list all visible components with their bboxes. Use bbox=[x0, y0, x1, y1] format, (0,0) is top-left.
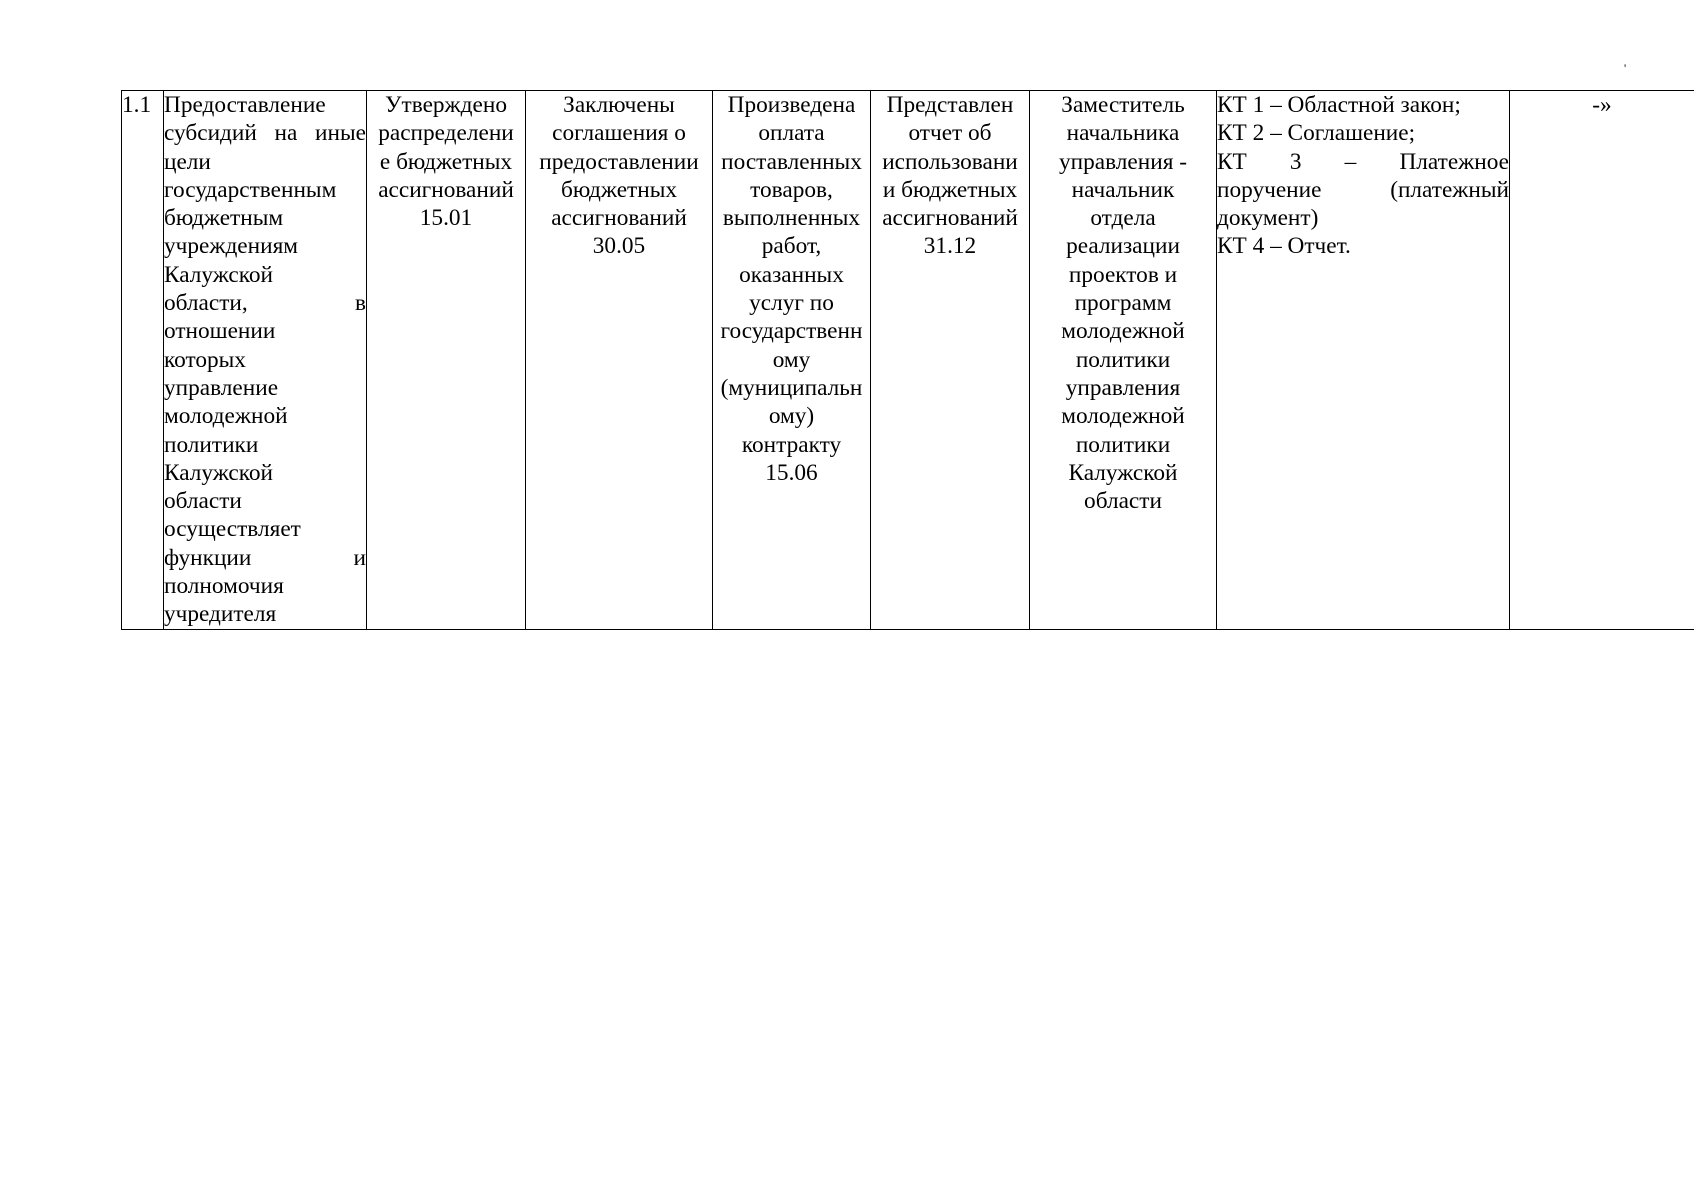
checkpoint-line: оказанных bbox=[739, 261, 844, 288]
event-line: учреждениям bbox=[164, 233, 299, 260]
event-line: Предоставление bbox=[164, 92, 326, 118]
event-text bbox=[164, 91, 366, 629]
event-line: учредителя bbox=[164, 601, 277, 628]
table-row bbox=[122, 91, 1695, 630]
responsible-text bbox=[1030, 91, 1216, 515]
responsible-line: молодежной bbox=[1061, 403, 1185, 430]
control-point-line: поручение (платежный bbox=[1217, 176, 1509, 203]
checkpoint-4-cell bbox=[871, 91, 1030, 630]
checkpoint-line: поставленных bbox=[721, 148, 862, 175]
responsible-line: реализации bbox=[1066, 233, 1180, 260]
checkpoint-line: бюджетных bbox=[560, 176, 677, 203]
event-cell bbox=[164, 91, 367, 630]
responsible-line: программ bbox=[1074, 290, 1172, 317]
checkpoint-4-text bbox=[871, 91, 1029, 261]
checkpoint-1-cell bbox=[367, 91, 526, 630]
row-number: 1.1 bbox=[122, 92, 152, 118]
last-cell bbox=[1510, 91, 1695, 630]
checkpoint-line: ассигнований bbox=[551, 205, 687, 232]
checkpoint-line: государственн bbox=[720, 318, 863, 345]
checkpoint-line: (муниципальн bbox=[720, 374, 863, 401]
event-line: политики bbox=[164, 431, 259, 458]
checkpoint-line: Заключены bbox=[563, 92, 675, 118]
checkpoint-line: ассигнований bbox=[882, 205, 1018, 232]
control-point-line: КТ 1 – Областной закон; bbox=[1217, 92, 1461, 118]
checkpoint-3-cell bbox=[713, 91, 871, 630]
checkpoint-2-cell bbox=[526, 91, 713, 630]
responsible-line: отдела bbox=[1090, 205, 1156, 232]
responsible-line: начальник bbox=[1071, 176, 1175, 203]
checkpoint-line: ассигнований bbox=[378, 176, 514, 203]
checkpoint-line: Произведена bbox=[727, 92, 856, 118]
responsible-line: политики bbox=[1075, 346, 1171, 373]
event-line: отношении bbox=[164, 318, 276, 345]
checkpoint-date: 31.12 bbox=[923, 233, 977, 260]
checkpoint-line: товаров, bbox=[750, 176, 833, 203]
event-line: области bbox=[164, 488, 242, 515]
control-point-line: КТ 3 – Платежное bbox=[1217, 148, 1509, 175]
plan-table bbox=[121, 90, 1694, 630]
checkpoint-line: отчет об bbox=[908, 120, 992, 147]
responsible-line: молодежной bbox=[1061, 318, 1185, 345]
control-point-line: КТ 4 – Отчет. bbox=[1217, 233, 1351, 260]
responsible-line: области bbox=[1084, 488, 1162, 515]
checkpoint-2-text bbox=[526, 91, 712, 261]
checkpoint-3-text bbox=[713, 91, 870, 487]
row-number-cell bbox=[122, 91, 164, 630]
event-line: субсидий на иные bbox=[164, 120, 366, 147]
event-line: осуществляет bbox=[164, 516, 301, 543]
responsible-cell bbox=[1030, 91, 1217, 630]
responsible-line: управления bbox=[1065, 374, 1181, 401]
event-line: управление bbox=[164, 374, 279, 401]
responsible-line: проектов и bbox=[1068, 261, 1178, 288]
control-point-line: документ) bbox=[1217, 205, 1319, 232]
checkpoint-date: 30.05 bbox=[592, 233, 646, 260]
checkpoint-line: соглашения о bbox=[552, 120, 686, 147]
responsible-line: Заместитель bbox=[1061, 92, 1185, 118]
responsible-line: управления - bbox=[1059, 148, 1187, 175]
responsible-line: политики bbox=[1075, 431, 1171, 458]
event-line: функции и bbox=[164, 544, 366, 571]
event-line: цели bbox=[164, 148, 211, 175]
checkpoint-line: ому bbox=[772, 346, 811, 373]
event-line: государственным bbox=[164, 176, 337, 203]
checkpoint-line: ому) bbox=[768, 403, 815, 430]
checkpoint-date: 15.06 bbox=[765, 459, 818, 486]
checkpoint-line: выполненных bbox=[722, 205, 861, 232]
checkpoint-1-text bbox=[367, 91, 525, 232]
event-line: бюджетным bbox=[164, 205, 284, 232]
checkpoint-line: е бюджетных bbox=[379, 148, 513, 175]
checkpoint-line: использовани bbox=[882, 148, 1018, 175]
event-line: которых bbox=[164, 346, 246, 373]
responsible-line: Калужской bbox=[1068, 459, 1178, 486]
checkpoint-date: 15.01 bbox=[419, 205, 473, 232]
page-mark: ' bbox=[1624, 61, 1627, 75]
checkpoint-line: предоставлении bbox=[539, 148, 699, 175]
event-line: молодежной bbox=[164, 403, 288, 430]
responsible-line: начальника bbox=[1066, 120, 1180, 147]
closing-mark: -» bbox=[1592, 92, 1612, 118]
control-points-cell bbox=[1217, 91, 1510, 630]
checkpoint-line: оплата bbox=[758, 120, 825, 147]
checkpoint-line: и бюджетных bbox=[882, 176, 1018, 203]
checkpoint-line: Утверждено bbox=[385, 92, 507, 118]
checkpoint-line: контракту bbox=[741, 431, 842, 458]
event-line: Калужской bbox=[164, 459, 274, 486]
checkpoint-line: распределени bbox=[378, 120, 514, 147]
event-line: полномочия bbox=[164, 573, 284, 600]
checkpoint-line: Представлен bbox=[886, 92, 1014, 118]
event-line: Калужской bbox=[164, 261, 274, 288]
event-line: области, в bbox=[164, 290, 366, 317]
checkpoint-line: услуг по bbox=[749, 290, 834, 317]
control-points-text bbox=[1217, 91, 1509, 261]
checkpoint-line: работ, bbox=[761, 233, 822, 260]
control-point-line: КТ 2 – Соглашение; bbox=[1217, 120, 1416, 147]
